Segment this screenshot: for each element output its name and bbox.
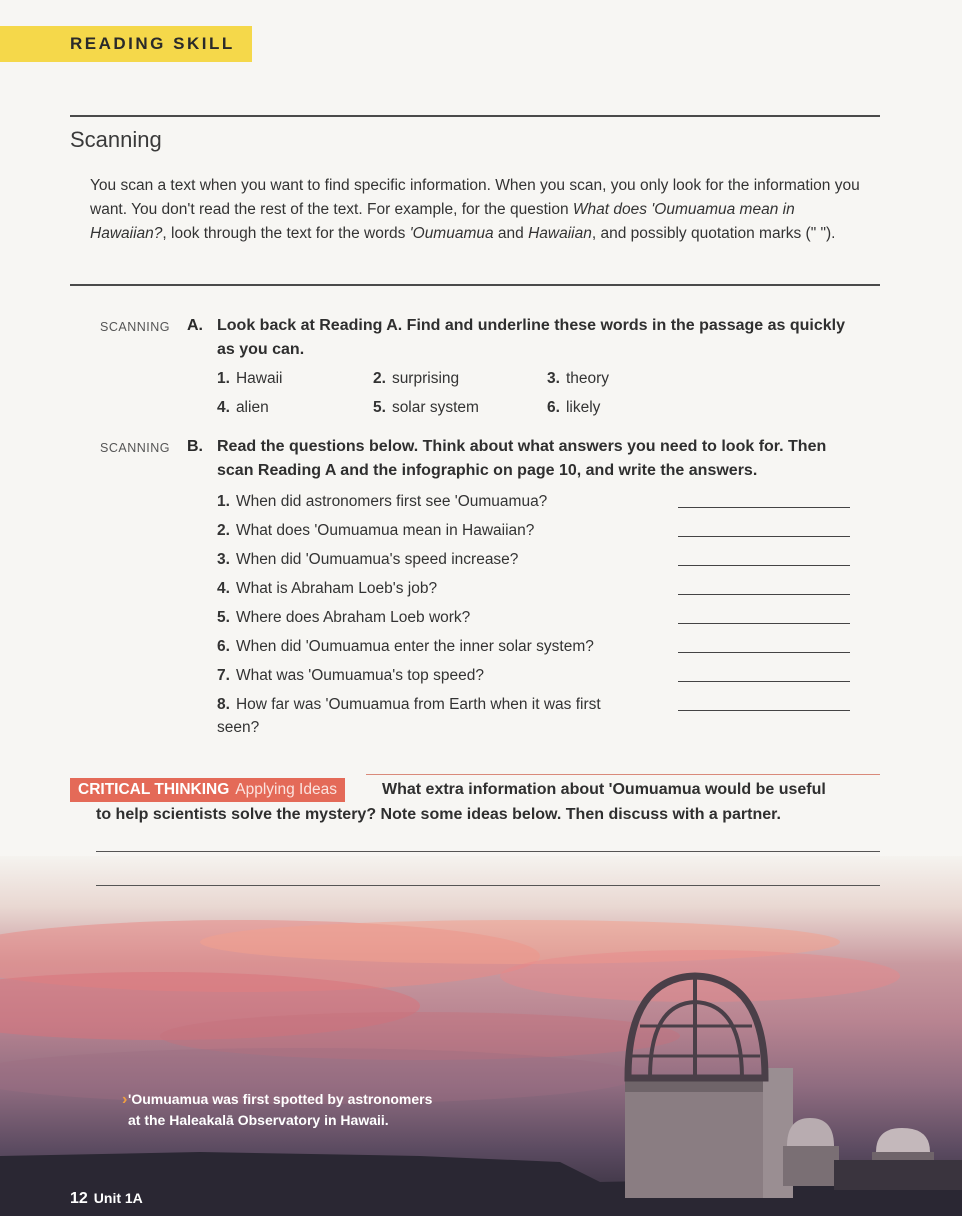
answer-line[interactable]: [678, 710, 850, 711]
exercise-b-instruction: Read the questions below. Think about what answers you need to look for. Then scan Reading A and the infographic on page 10, and write the answers.: [217, 438, 827, 479]
exercise-b-letter: B.: [187, 438, 203, 455]
critical-thinking-prompt-line2: to help scientists solve the mystery? Note some ideas below. Then discuss with a partner.: [96, 806, 781, 823]
word-item: 5. solar system: [373, 399, 479, 416]
note-line[interactable]: [96, 851, 880, 852]
critical-thinking-rule: [366, 774, 880, 775]
question-item: 4. What is Abraham Loeb's job?: [217, 580, 438, 597]
skill-body-run: , look through the text for the words: [162, 225, 410, 242]
question-item: 7. What was 'Oumuamua's top speed?: [217, 667, 484, 684]
word-item: 4. alien: [217, 399, 269, 416]
skill-title: Scanning: [70, 127, 162, 152]
skill-body-run: 'Oumuamua: [409, 225, 494, 242]
skill-body-run: What does 'Oumuamua mean in Hawaiian?: [90, 201, 795, 242]
answer-line[interactable]: [678, 594, 850, 595]
skill-body-run: Hawaiian: [528, 225, 592, 242]
exercise-b-label: SCANNING: [100, 441, 170, 455]
question-item: 5. Where does Abraham Loeb work?: [217, 609, 471, 626]
word-item: 2. surprising: [373, 370, 460, 387]
exercise-a-instruction: Look back at Reading A. Find and underline these words in the passage as quickly as you can.: [217, 317, 845, 358]
answer-line[interactable]: [678, 507, 850, 508]
question-item: 3. When did 'Oumuamua's speed increase?: [217, 551, 519, 568]
skill-body-run: You scan a text when you want to find specific information. When you scan, you only look for the information you want. You don't read the rest of the text. For example, for the question: [90, 177, 860, 218]
question-item: 8. How far was 'Oumuamua from Earth when it was first seen?: [217, 696, 601, 736]
answer-line[interactable]: [678, 623, 850, 624]
section-tab: READING SKILL: [0, 26, 252, 62]
critical-thinking-badge: CRITICAL THINKING Applying Ideas: [70, 778, 345, 802]
exercise-a-label: SCANNING: [100, 320, 170, 334]
answer-line[interactable]: [678, 536, 850, 537]
answer-line[interactable]: [678, 652, 850, 653]
question-item: 1. When did astronomers first see 'Oumuamua?: [217, 493, 548, 510]
skill-body: [90, 174, 870, 246]
question-item: 6. When did 'Oumuamua enter the inner solar system?: [217, 638, 594, 655]
photo-caption-line2: at the Haleakalā Observatory in Hawaii.: [128, 1112, 389, 1128]
answer-line[interactable]: [678, 681, 850, 682]
skill-bottom-rule: [70, 284, 880, 286]
observatory-photo: [0, 856, 962, 1216]
photo-caption-line1: 'Oumuamua was first spotted by astronomers: [128, 1091, 433, 1107]
skill-body-run: , and possibly quotation marks (" ").: [591, 225, 836, 242]
photo-caption: [128, 1089, 528, 1131]
answer-line[interactable]: [678, 565, 850, 566]
chevron-right-icon: ›: [122, 1091, 128, 1108]
skill-body-run: and: [493, 225, 529, 242]
page-number: 12 Unit 1A: [70, 1190, 143, 1207]
note-line[interactable]: [96, 885, 880, 886]
word-item: 1. Hawaii: [217, 370, 283, 387]
word-item: 6. likely: [547, 399, 601, 416]
skill-top-rule: [70, 115, 880, 117]
sunset-sky-illustration: [0, 856, 962, 1216]
critical-thinking-prompt-line1: What extra information about 'Oumuamua would be useful: [382, 781, 826, 798]
exercise-a-letter: A.: [187, 317, 203, 334]
word-item: 3. theory: [547, 370, 610, 387]
question-item: 2. What does 'Oumuamua mean in Hawaiian?: [217, 522, 535, 539]
